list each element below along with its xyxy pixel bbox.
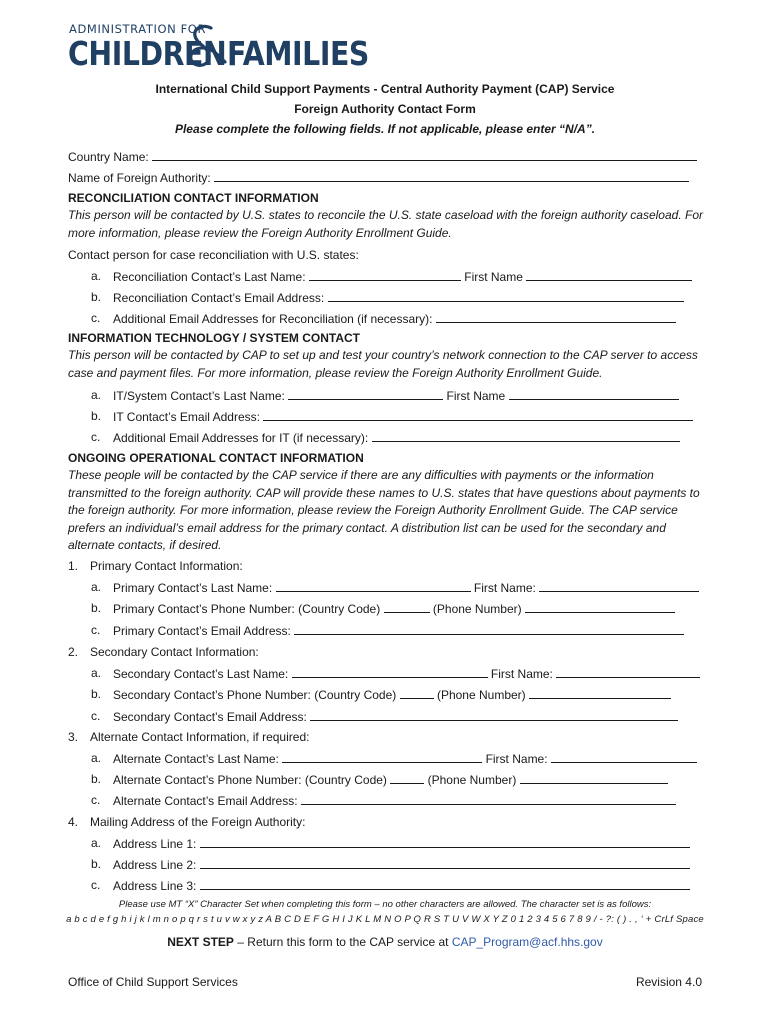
secondary-last-name-label: Secondary Contact’s Last Name: xyxy=(113,667,289,681)
item-letter: b. xyxy=(91,409,102,423)
item-letter: c. xyxy=(91,623,101,637)
item-letter: b. xyxy=(91,601,102,615)
foreign-authority-field[interactable] xyxy=(214,170,689,182)
item-letter: a. xyxy=(91,269,102,283)
address-line-1-field[interactable] xyxy=(200,836,690,848)
item-number: 1. xyxy=(68,559,79,573)
it-description: This person will be contacted by CAP to set up and test your country’s network connection to the CAP server to access case and payment files. For more information, please review the Foreign Authority Enrollment Guide. xyxy=(68,348,698,380)
item-number: 2. xyxy=(68,645,79,659)
item-letter: c. xyxy=(91,430,101,444)
footer-revision: Revision 4.0 xyxy=(635,975,702,989)
first-name-label: First Name: xyxy=(473,581,536,595)
footer-office: Office of Child Support Services xyxy=(68,975,238,989)
foreign-authority-row xyxy=(68,170,689,185)
primary-b-row xyxy=(91,601,522,616)
reconciliation-intro: Contact person for case reconciliation with U.S. states: xyxy=(68,248,359,262)
charset-note-line2: a b c d e f g h i j k l m n o p q r s t u v w x y z A B C D E F G H I J K L M N O P Q R S T U V W X Y Z 0 1 2 3 4 5 6 7 8 9 / - ?: ( ) . , ‘ + CrLf Space xyxy=(66,914,704,925)
address-line-3-label: Address Line 3: xyxy=(113,879,197,893)
logo-top-text: ADMINISTRATION FOR xyxy=(69,22,207,36)
ongoing-heading: ONGOING OPERATIONAL CONTACT INFORMATION xyxy=(68,451,364,465)
alternate-c-row xyxy=(91,793,298,808)
phone-number-label: (Phone Number) xyxy=(432,602,522,616)
next-step xyxy=(0,935,770,949)
primary-phone-label: Primary Contact’s Phone Number: (Country Code) xyxy=(113,602,381,616)
ampersand-icon xyxy=(181,22,229,70)
primary-email-field[interactable] xyxy=(294,623,684,635)
reconciliation-additional-label: Additional Email Addresses for Reconciliation (if necessary): xyxy=(113,312,433,326)
reconciliation-first-name-field[interactable] xyxy=(526,269,692,281)
alternate-email-field[interactable] xyxy=(301,793,676,805)
primary-contact-title: Primary Contact Information: xyxy=(90,559,243,573)
reconciliation-b-row xyxy=(91,290,325,305)
mailing-address-title: Mailing Address of the Foreign Authority: xyxy=(90,815,306,829)
it-first-name-field[interactable] xyxy=(509,388,679,400)
reconciliation-c-row xyxy=(91,311,433,326)
it-b-row xyxy=(91,409,260,424)
first-name-label: First Name xyxy=(446,389,506,403)
charset-note-line1: Please use MT “X” Character Set when completing this form – no other characters are allowed. The character set is as follows: xyxy=(118,899,652,910)
it-last-name-field[interactable] xyxy=(288,388,443,400)
secondary-b-row xyxy=(91,687,526,702)
country-name-label: Country Name: xyxy=(68,150,149,164)
logo-right-word: FAMILIES xyxy=(227,34,369,73)
first-name-label: First Name xyxy=(464,270,523,284)
alternate-a-row xyxy=(91,751,548,766)
alternate-last-name-label: Alternate Contact’s Last Name: xyxy=(113,752,279,766)
it-c-row xyxy=(91,430,369,445)
next-step-label: NEXT STEP xyxy=(167,935,234,949)
address-line-3-row xyxy=(91,878,197,893)
reconciliation-last-name-label: Reconciliation Contact’s Last Name: First Name xyxy=(113,269,692,284)
alternate-b-row xyxy=(91,772,517,787)
form-instruction: Please complete the following fields. If not applicable, please enter “N/A”. xyxy=(174,122,596,136)
primary-last-name-field[interactable] xyxy=(276,580,471,592)
form-subtitle: Foreign Authority Contact Form xyxy=(294,102,476,116)
secondary-phone-field[interactable] xyxy=(529,687,671,699)
primary-phone-field[interactable] xyxy=(525,601,675,613)
address-line-2-field[interactable] xyxy=(200,857,690,869)
alternate-contact-title: Alternate Contact Information, if required: xyxy=(90,730,310,744)
primary-country-code-field[interactable] xyxy=(384,601,430,613)
reconciliation-description: This person will be contacted by U.S. states to reconcile the U.S. state caseload with the foreign authority caseload. For more information, please review the Foreign Authority Enrollment Guide. xyxy=(68,208,703,240)
first-name-label: First Name: xyxy=(485,752,548,766)
address-line-1-row xyxy=(91,836,197,851)
alternate-contact-title-row xyxy=(68,730,310,744)
primary-first-name-field[interactable] xyxy=(539,580,699,592)
country-name-field[interactable] xyxy=(152,149,697,161)
foreign-authority-label: Name of Foreign Authority: xyxy=(68,171,211,185)
item-letter: b. xyxy=(91,772,102,786)
alternate-phone-label: Alternate Contact’s Phone Number: (Country Code) xyxy=(113,773,387,787)
item-number: 3. xyxy=(68,730,79,744)
it-last-name-label: IT/System Contact’s Last Name: xyxy=(113,389,285,403)
alternate-phone-field[interactable] xyxy=(520,772,668,784)
logo-left-word: CHILDREN xyxy=(68,34,227,73)
secondary-contact-title: Secondary Contact Information: xyxy=(90,645,259,659)
reconciliation-additional-field[interactable] xyxy=(436,311,676,323)
mailing-address-title-row xyxy=(68,815,306,829)
primary-contact-title-row xyxy=(68,559,243,573)
form-title: International Child Support Payments - Central Authority Payment (CAP) Service xyxy=(155,82,615,96)
item-letter: b. xyxy=(91,857,102,871)
it-email-label: IT Contact’s Email Address: xyxy=(113,410,260,424)
item-letter: a. xyxy=(91,751,102,765)
item-letter: a. xyxy=(91,580,102,594)
alternate-country-code-field[interactable] xyxy=(390,772,424,784)
address-line-1-label: Address Line 1: xyxy=(113,837,197,851)
it-a-row xyxy=(91,388,506,403)
secondary-email-field[interactable] xyxy=(310,709,678,721)
secondary-a-row xyxy=(91,666,553,681)
primary-c-row xyxy=(91,623,291,638)
secondary-phone-label: Secondary Contact’s Phone Number: (Country Code) xyxy=(113,688,397,702)
item-letter: b. xyxy=(91,290,102,304)
first-name-label: First Name: xyxy=(490,667,553,681)
item-letter: c. xyxy=(91,709,101,723)
item-letter: a. xyxy=(91,666,102,680)
it-additional-label: Additional Email Addresses for IT (if necessary): xyxy=(113,431,369,445)
primary-a-row xyxy=(91,580,536,595)
reconciliation-last-name-field[interactable] xyxy=(309,269,461,281)
item-letter: c. xyxy=(91,311,101,325)
secondary-country-code-field[interactable] xyxy=(400,687,434,699)
secondary-c-row xyxy=(91,709,307,724)
it-email-field[interactable] xyxy=(263,409,693,421)
acf-logo xyxy=(68,22,369,73)
phone-number-label: (Phone Number) xyxy=(427,773,517,787)
item-letter: c. xyxy=(91,793,101,807)
secondary-first-name-field[interactable] xyxy=(556,666,700,678)
reconciliation-email-label: Reconciliation Contact’s Email Address: xyxy=(113,291,325,305)
item-letter: a. xyxy=(91,388,102,402)
secondary-email-label: Secondary Contact’s Email Address: xyxy=(113,710,307,724)
alternate-first-name-field[interactable] xyxy=(551,751,697,763)
reconciliation-email-field[interactable] xyxy=(328,290,684,302)
phone-number-label: (Phone Number) xyxy=(436,688,526,702)
item-letter: b. xyxy=(91,687,102,701)
address-line-2-row xyxy=(91,857,197,872)
next-step-text: – Return this form to the CAP service at xyxy=(233,935,452,949)
address-line-2-label: Address Line 2: xyxy=(113,858,197,872)
primary-email-label: Primary Contact’s Email Address: xyxy=(113,624,291,638)
item-number: 4. xyxy=(68,815,79,829)
secondary-last-name-field[interactable] xyxy=(292,666,488,678)
it-heading: INFORMATION TECHNOLOGY / SYSTEM CONTACT xyxy=(68,331,360,345)
alternate-last-name-field[interactable] xyxy=(282,751,482,763)
primary-last-name-label: Primary Contact’s Last Name: xyxy=(113,581,273,595)
secondary-contact-title-row xyxy=(68,645,259,659)
item-letter: c. xyxy=(91,878,101,892)
reconciliation-heading: RECONCILIATION CONTACT INFORMATION xyxy=(68,191,319,205)
item-letter: a. xyxy=(91,836,102,850)
ongoing-description: These people will be contacted by the CAP service if there are any difficulties with payments or the information transmitted to the foreign authority. CAP will provide these names to U.S. states that have questions about payments to the foreign authority. For more information, please review the Foreign Authority Enrollment Guide. The CAP service prefers an individual’s email address for the primary contact. A distribution list can be used for the secondary and alternate contacts, if desired. xyxy=(68,468,700,552)
it-additional-field[interactable] xyxy=(372,430,680,442)
address-line-3-field[interactable] xyxy=(200,878,690,890)
cap-email-link[interactable]: CAP_Program@acf.hhs.gov xyxy=(451,935,603,949)
reconciliation-a-row xyxy=(91,269,523,284)
country-name-row xyxy=(68,149,697,164)
alternate-email-label: Alternate Contact’s Email Address: xyxy=(113,794,298,808)
